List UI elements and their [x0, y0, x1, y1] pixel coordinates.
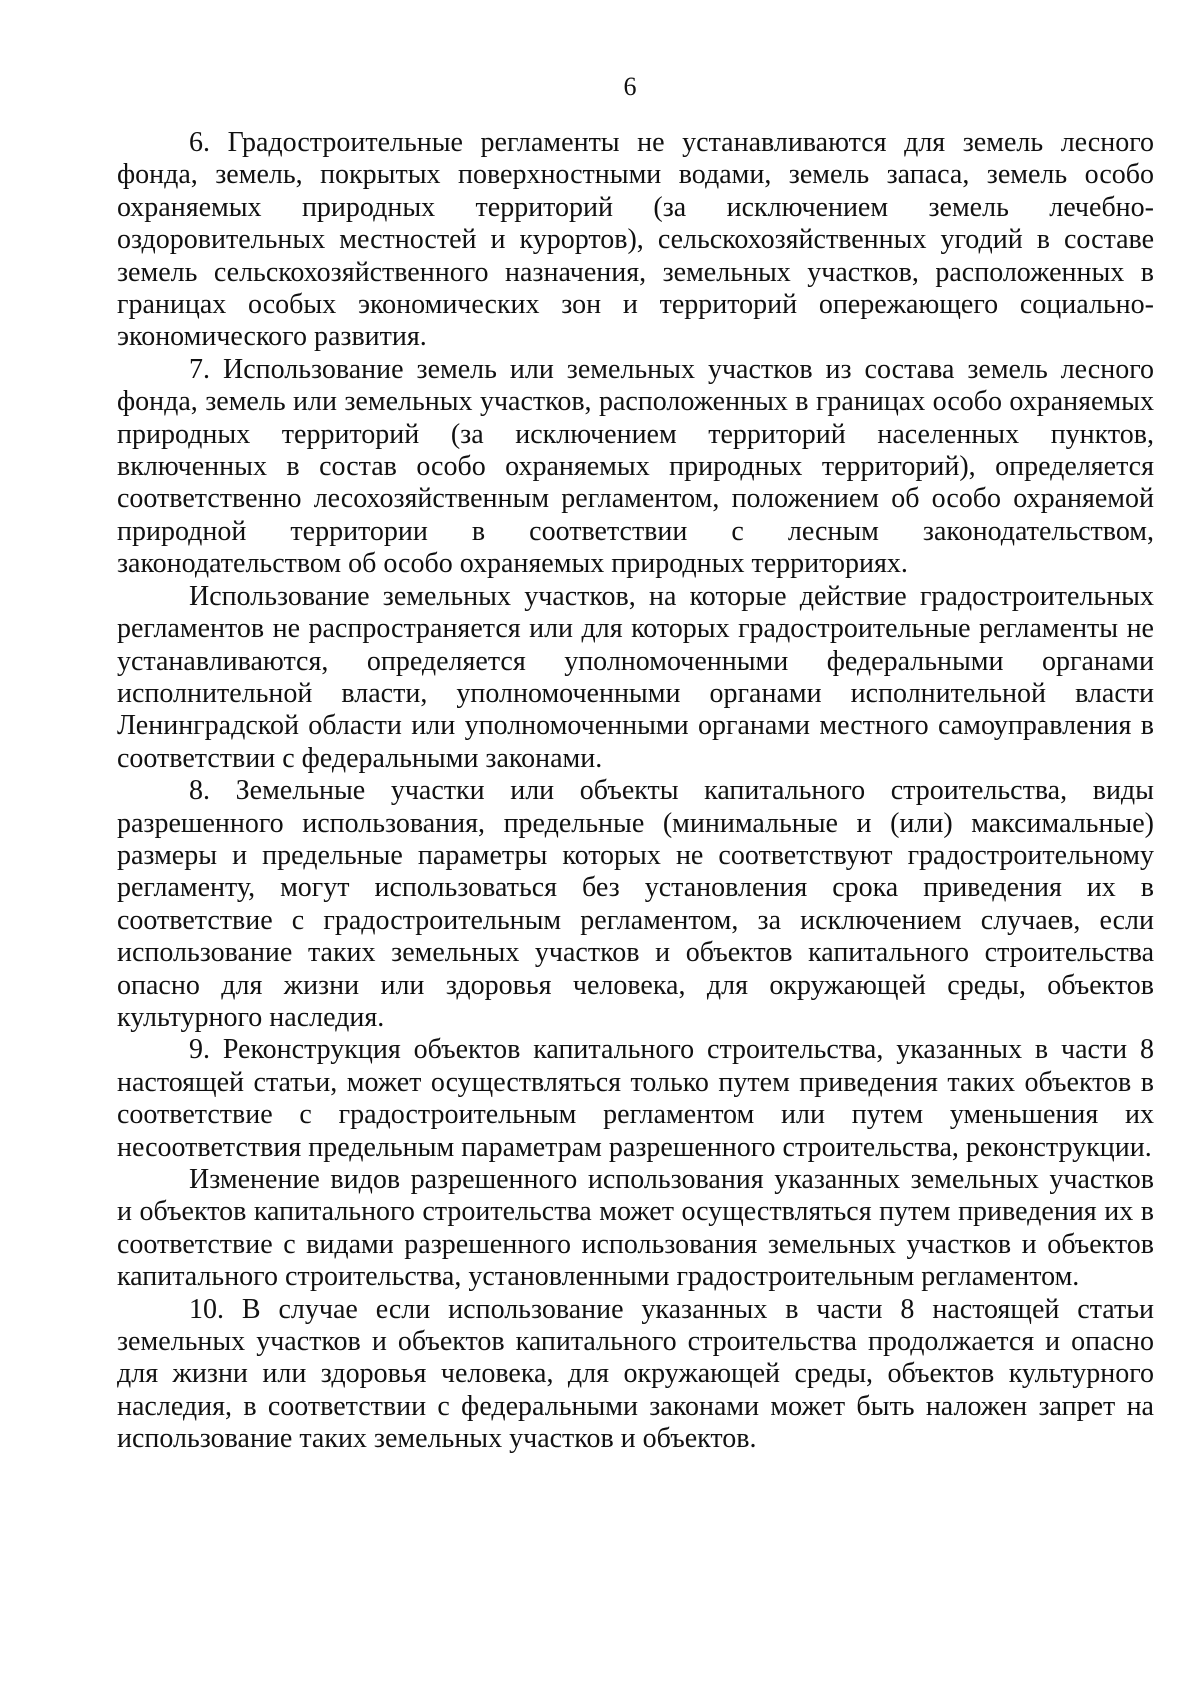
document-body: [117, 127, 1154, 1456]
paragraph-item-10: 10. В случае если использование указанных в части 8 настоящей статьи земельных участков и объектов капитального строительства продолжается и опасно для жизни или здоровья человека, для окружающей среды, объектов культурного наследия, в соответствии с федеральными законами может быть наложен запрет на использование таких земельных участков и объектов.: [117, 1293, 1154, 1455]
paragraph-item-7-continued: Использование земельных участков, на которые действие градостроительных регламентов не распространяется или для которых градостроительные регламенты не устанавливаются, определяется уполномоченными федеральными органами исполнительной власти, уполномоченными органами исполнительной власти Ленинградской области или уполномоченными органами местного самоуправления в соответствии с федеральными законами.: [117, 580, 1154, 774]
paragraph-item-8: 8. Земельные участки или объекты капитального строительства, виды разрешенного использования, предельные (минимальные и (или) максимальные) размеры и предельные параметры которых не соответствуют градостроительному регламенту, могут использоваться без установления срока приведения их в соответствие с градостроительным регламентом, за исключением случаев, если использование таких земельных участков и объектов капитального строительства опасно для жизни или здоровья человека, для окружающей среды, объектов культурного наследия.: [117, 775, 1154, 1033]
paragraph-item-9-continued: Изменение видов разрешенного использования указанных земельных участков и объектов капитального строительства может осуществляться путем приведения их в соответствие с видами разрешенного использования земельных участков и объектов капитального строительства, установленными градостроительным регламентом.: [117, 1164, 1154, 1293]
paragraph-item-9: 9. Реконструкция объектов капитального строительства, указанных в части 8 настоящей статьи, может осуществляться только путем приведения таких объектов в соответствие с градостроительным регламентом или путем уменьшения их несоответствия предельным параметрам разрешенного строительства, реконструкции.: [117, 1034, 1154, 1163]
page-number: 6: [623, 72, 637, 101]
paragraph-item-6: 6. Градостроительные регламенты не устанавливаются для земель лесного фонда, земель, покрытых поверхностными водами, земель запаса, земель особо охраняемых природных территорий (за исключением земель лечебно-оздоровительных местностей и курортов), сельскохозяйственных угодий в составе земель сельскохозяйственного назначения, земельных участков, расположенных в границах особых экономических зон и территорий опережающего социально-экономического развития.: [117, 127, 1154, 353]
paragraph-item-7: 7. Использование земель или земельных участков из состава земель лесного фонда, земель или земельных участков, расположенных в границах особо охраняемых природных территорий (за исключением территорий населенных пунктов, включенных в состав особо охраняемых природных территорий), определяется соответственно лесохозяйственным регламентом, положением об особо охраняемой природной территории в соответствии с лесным законодательством, законодательством об особо охраняемых природных территориях.: [117, 353, 1154, 580]
